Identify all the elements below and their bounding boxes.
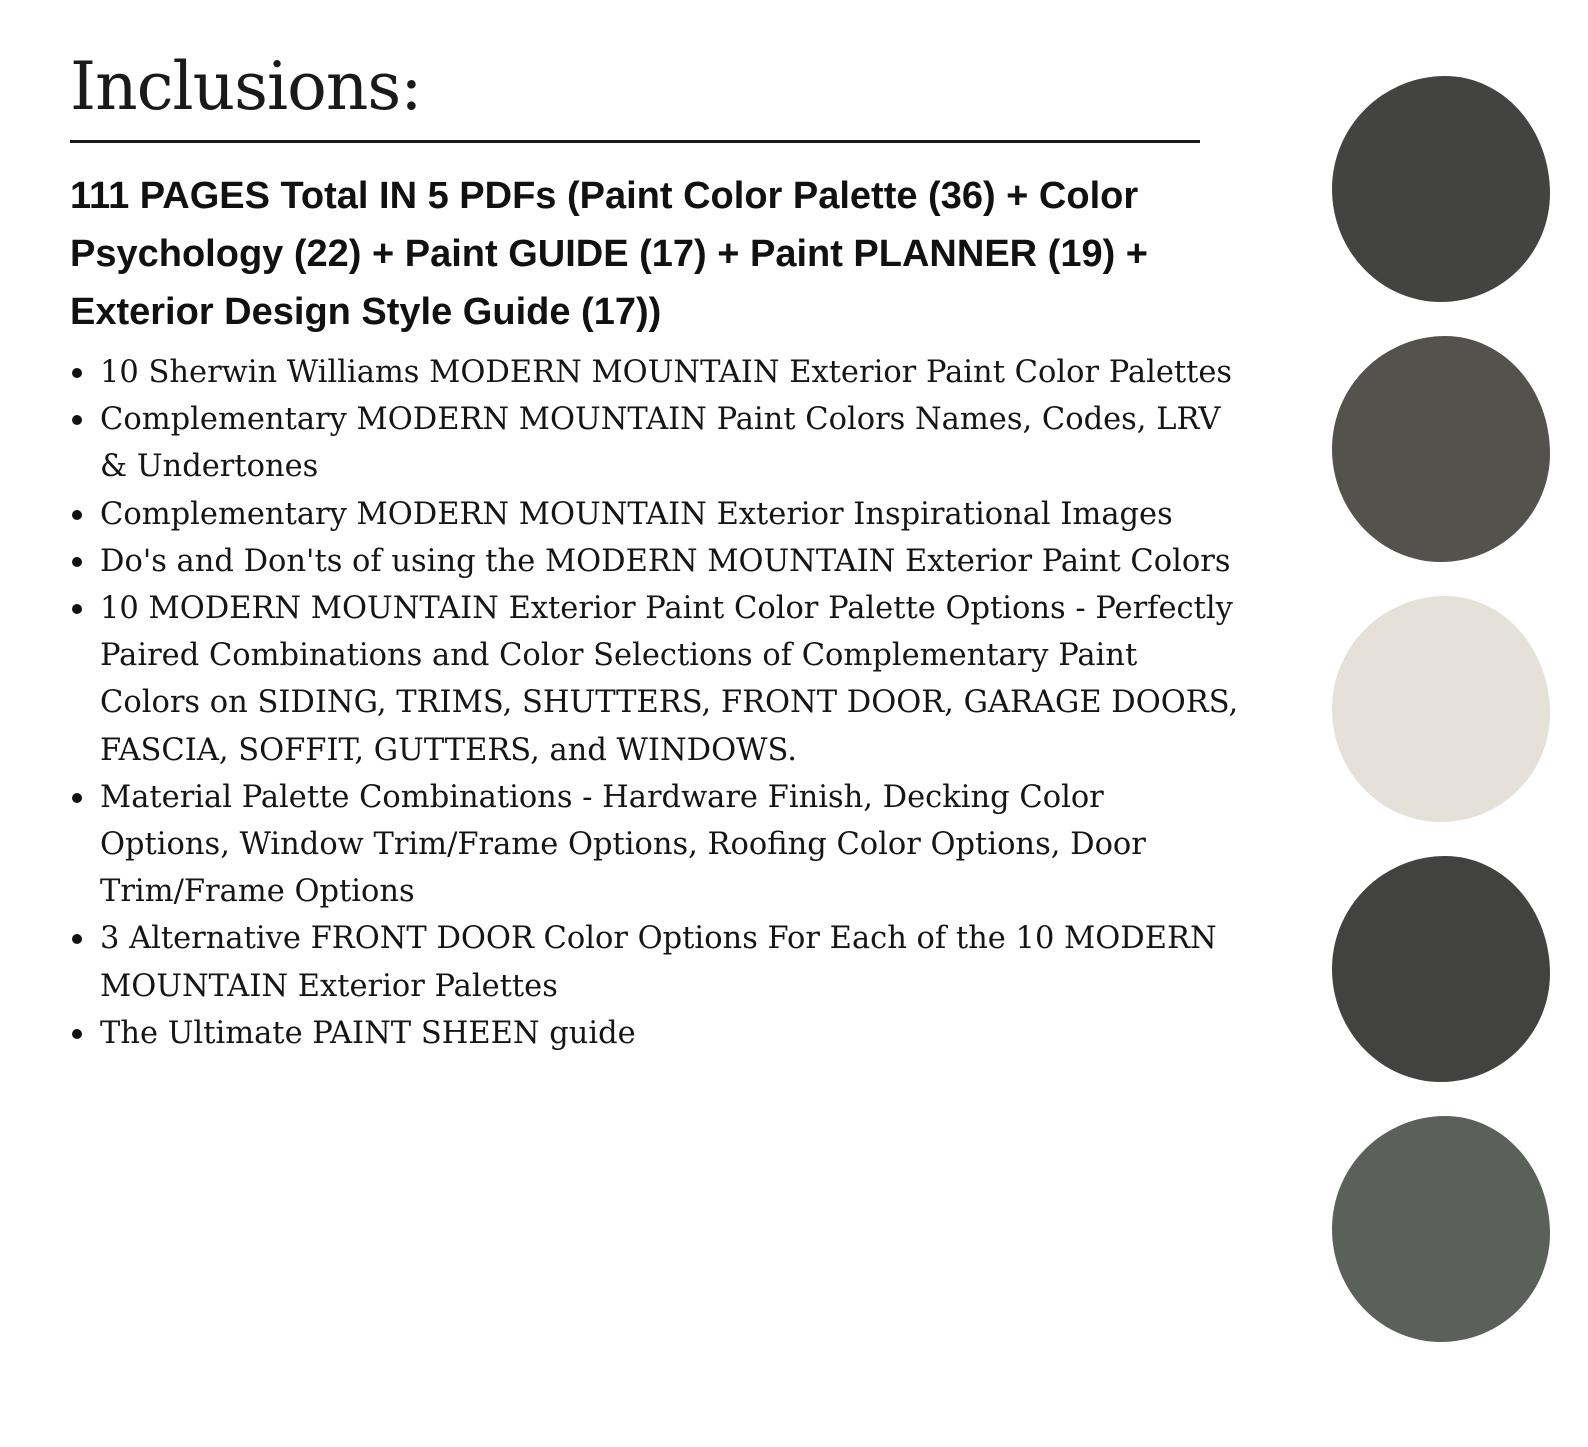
inclusions-list: [70, 349, 1240, 1057]
color-swatch: [1332, 596, 1550, 822]
page-title: Inclusions:: [70, 48, 422, 125]
list-item: 3 Alternative FRONT DOOR Color Options For Each of the 10 MODERN MOUNTAIN Exterior Palettes: [70, 915, 1240, 1009]
list-item: Material Palette Combinations - Hardware Finish, Decking Color Options, Window Trim/Frame Options, Roofing Color Options, Door Trim/Frame Options: [70, 774, 1240, 916]
title-divider: [70, 140, 1200, 143]
color-swatch: [1332, 76, 1550, 302]
list-item: 10 Sherwin Williams MODERN MOUNTAIN Exterior Paint Color Palettes: [70, 349, 1240, 396]
color-swatches: [1332, 76, 1552, 1376]
inclusions-panel: [70, 40, 1240, 1057]
list-item: The Ultimate PAINT SHEEN guide: [70, 1010, 1240, 1057]
list-item: Complementary MODERN MOUNTAIN Paint Colors Names, Codes, LRV & Undertones: [70, 396, 1240, 490]
color-swatch: [1332, 1116, 1550, 1342]
list-item: Complementary MODERN MOUNTAIN Exterior Inspirational Images: [70, 491, 1240, 538]
color-swatch: [1332, 336, 1550, 562]
list-item: 10 MODERN MOUNTAIN Exterior Paint Color Palette Options - Perfectly Paired Combinations and Color Selections of Complementary Paint Colors on SIDING, TRIMS, SHUTTERS, FRONT DOOR, GARAGE DOORS, FASCIA, SOFFIT, GUTTERS, and WINDOWS.: [70, 585, 1240, 774]
color-swatch: [1332, 856, 1550, 1082]
list-item: Do's and Don'ts of using the MODERN MOUNTAIN Exterior Paint Colors: [70, 538, 1240, 585]
summary-text: 111 PAGES Total IN 5 PDFs (Paint Color Palette (36) + Color Psychology (22) + Paint GUIDE (17) + Paint PLANNER (19) + Exterior Design Style Guide (17)): [70, 175, 1148, 333]
